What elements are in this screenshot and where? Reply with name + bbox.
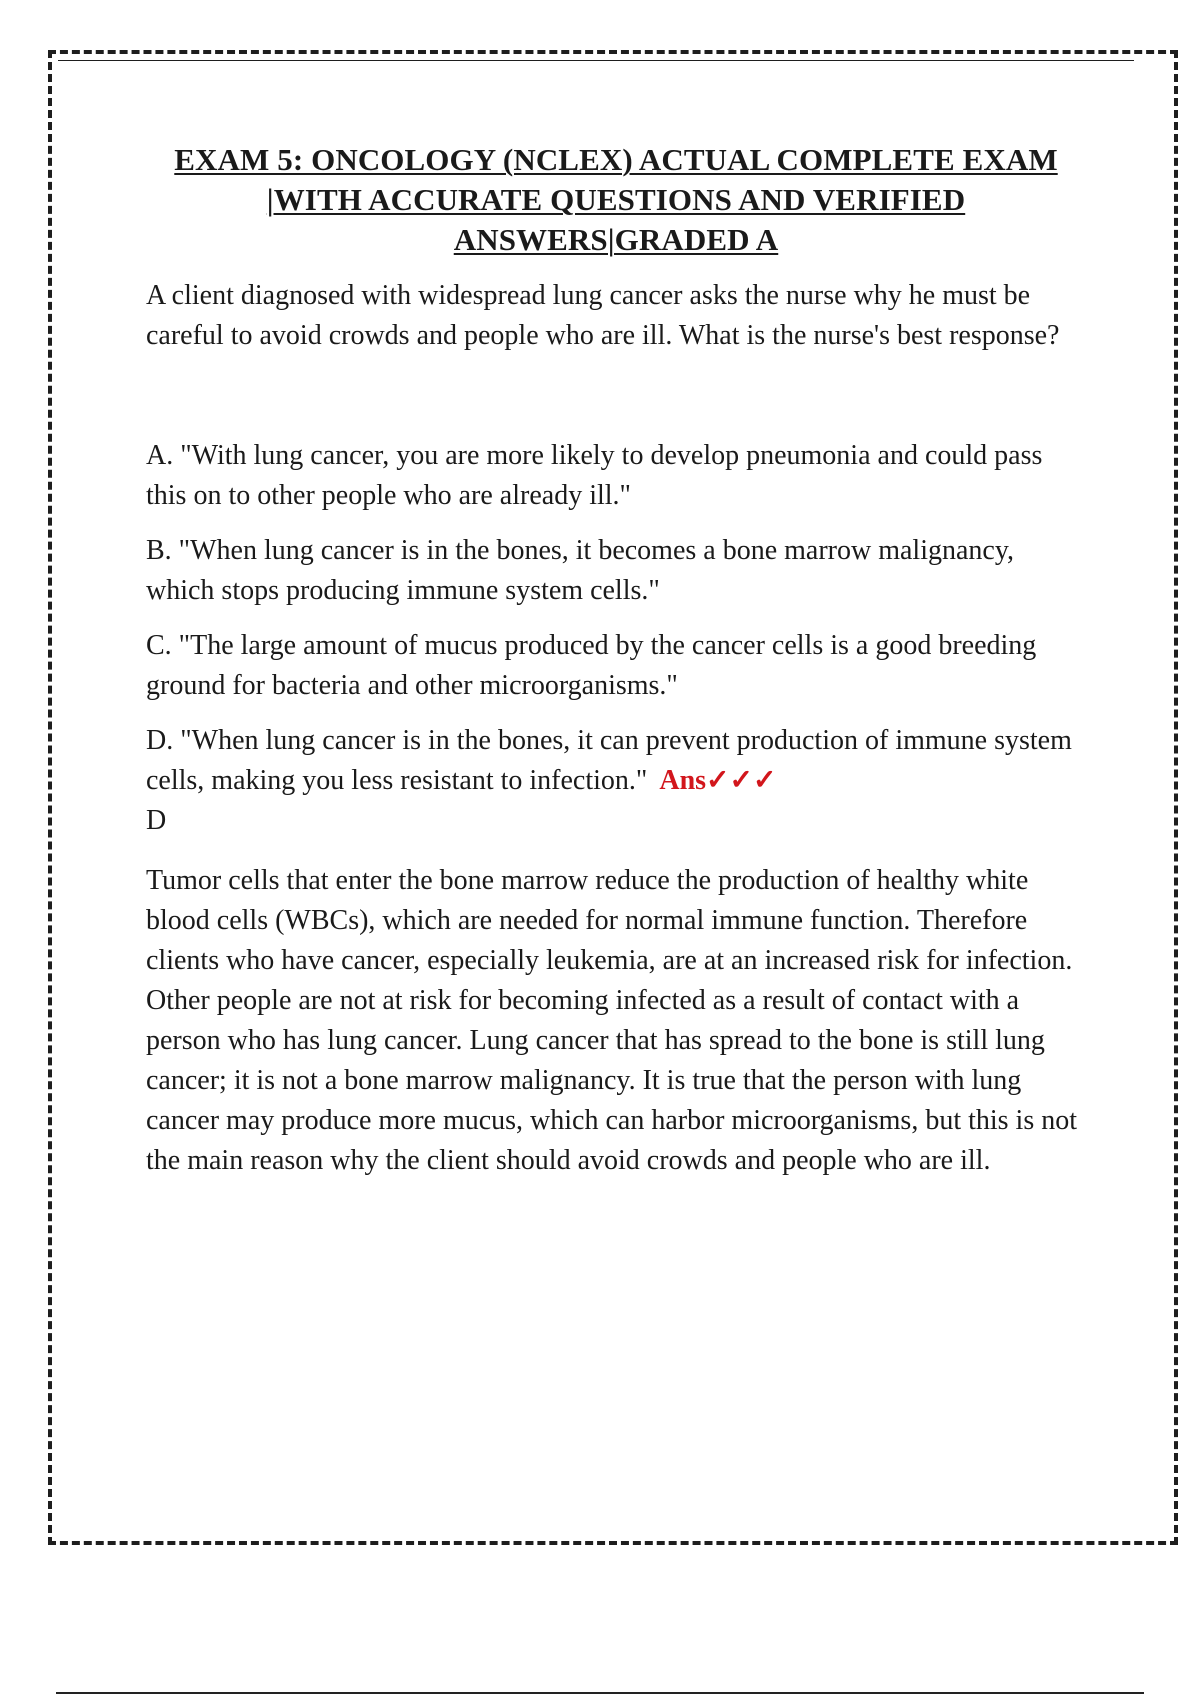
answer-tag: Ans✓✓✓ <box>659 765 777 796</box>
option-d-text: D. "When lung cancer is in the bones, it can prevent production of immune system cells, making you less resistant to infection." <box>146 725 1072 796</box>
option-d <box>146 721 1086 841</box>
answer-letter: D <box>146 805 167 836</box>
title-line: |WITH ACCURATE QUESTIONS AND VERIFIED <box>266 182 966 217</box>
title-line: EXAM 5: ONCOLOGY (NCLEX) ACTUAL COMPLETE EXAM <box>174 142 1058 177</box>
document-body <box>146 140 1086 1181</box>
option-b: B. "When lung cancer is in the bones, it becomes a bone marrow malignancy, which stops producing immune system cells." <box>146 535 1015 606</box>
title-line: ANSWERS|GRADED A <box>453 222 779 257</box>
footer-divider <box>56 1692 1144 1694</box>
page-title <box>146 140 1086 260</box>
option-c: C. "The large amount of mucus produced by the cancer cells is a good breeding ground for bacteria and other microorganisms." <box>146 630 1037 701</box>
option-a: A. "With lung cancer, you are more likely to develop pneumonia and could pass this on to other people who are already ill." <box>146 440 1043 511</box>
question-stem: A client diagnosed with widespread lung cancer asks the nurse why he must be careful to avoid crowds and people who are ill. What is the nurse's best response? <box>146 280 1060 351</box>
rationale: Tumor cells that enter the bone marrow reduce the production of healthy white blood cells (WBCs), which are needed for normal immune function. Therefore clients who have cancer, especially leukemia, are at an increased risk for infection. Other people are not at risk for becoming infected as a result of contact with a person who has lung cancer. Lung cancer that has spread to the bone is still lung cancer; it is not a bone marrow malignancy. It is true that the person with lung cancer may produce more mucus, which can harbor microorganisms, but this is not the main reason why the client should avoid crowds and people who are ill. <box>146 865 1078 1176</box>
